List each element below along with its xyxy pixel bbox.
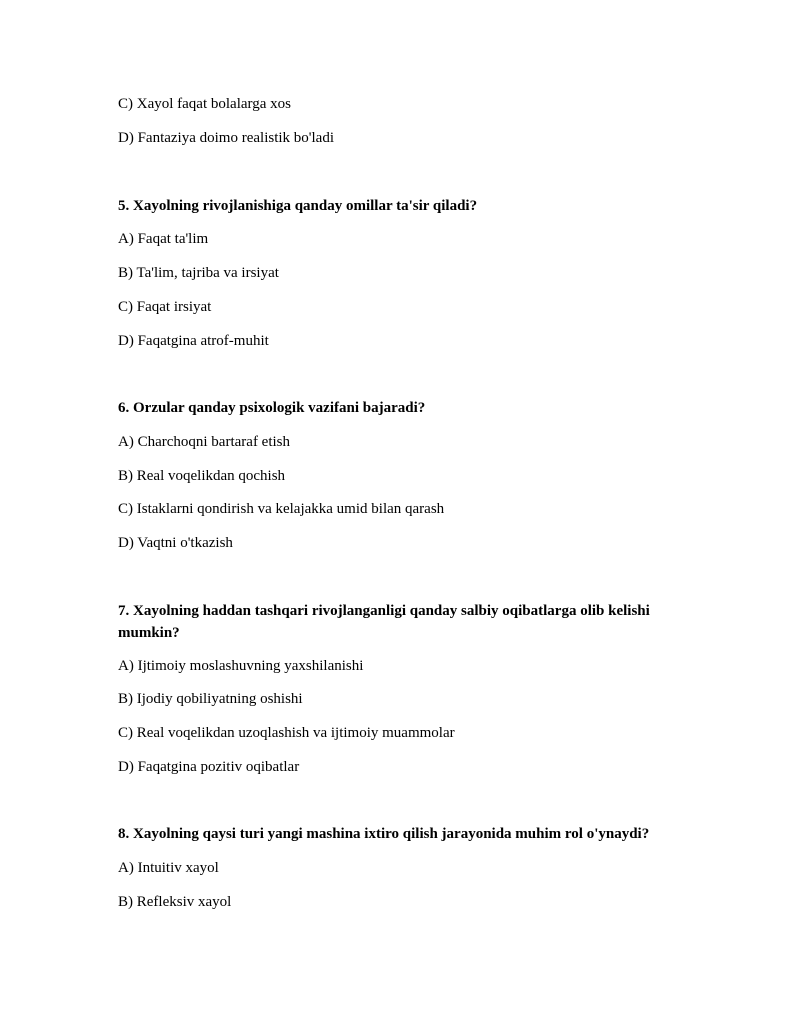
q5-option-c: C) Faqat irsiyat	[118, 299, 212, 315]
q7-option-a: A) Ijtimoiy moslashuvning yaxshilanishi	[118, 658, 364, 674]
q6-option-d: D) Vaqtni o'tkazish	[118, 535, 233, 551]
q7-option-b: B) Ijodiy qobiliyatning oshishi	[118, 691, 303, 707]
q6-option-a: A) Charchoqni bartaraf etish	[118, 434, 291, 450]
q5-option-a: A) Faqat ta'lim	[118, 231, 209, 247]
q7-question: 7. Xayolning haddan tashqari rivojlanganligi qanday salbiy oqibatlarga olib kelishi mumkin?	[118, 603, 650, 641]
q5-option-b: B) Ta'lim, tajriba va irsiyat	[118, 265, 279, 281]
q8-question: 8. Xayolning qaysi turi yangi mashina ixtiro qilish jarayonida muhim rol o'ynaydi?	[118, 826, 650, 842]
q7-option-c: C) Real voqelikdan uzoqlashish va ijtimoiy muammolar	[118, 725, 455, 741]
q7-option-d: D) Faqatgina pozitiv oqibatlar	[118, 759, 300, 775]
q5-option-d: D) Faqatgina atrof-muhit	[118, 333, 269, 349]
q6-option-b: B) Real voqelikdan qochish	[118, 468, 286, 484]
q4-option-d: D) Fantaziya doimo realistik bo'ladi	[118, 130, 334, 146]
q8-option-b: B) Refleksiv xayol	[118, 894, 232, 910]
q5-question: 5. Xayolning rivojlanishiga qanday omillar ta'sir qiladi?	[118, 198, 478, 214]
q8-option-a: A) Intuitiv xayol	[118, 860, 219, 876]
q6-question: 6. Orzular qanday psixologik vazifani bajaradi?	[118, 400, 426, 416]
q4-option-c: C) Xayol faqat bolalarga xos	[118, 96, 292, 112]
q6-option-c: C) Istaklarni qondirish va kelajakka umid bilan qarash	[118, 501, 445, 517]
